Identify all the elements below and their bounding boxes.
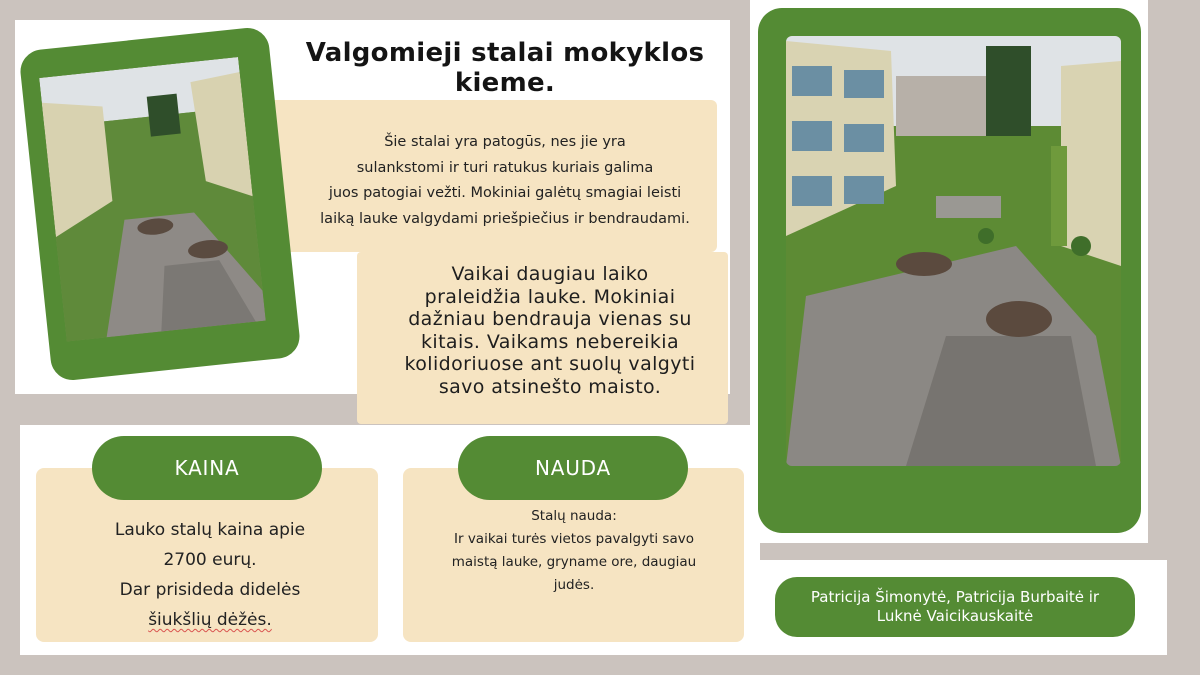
benefit-box-line: judės.: [553, 577, 595, 593]
right-photo-frame: [758, 8, 1141, 533]
price-text: [60, 515, 360, 635]
benefit-text: [370, 263, 730, 398]
courtyard-photo-icon: [39, 57, 266, 341]
description-line: laiką lauke valgydami priešpiečius ir bendraudami.: [320, 210, 690, 227]
authors-line: Luknė Vaicikauskaitė: [876, 607, 1034, 625]
price-label: KAINA: [92, 436, 322, 500]
price-line: [60, 605, 360, 635]
benefit-box-text: [418, 505, 730, 597]
courtyard-photo-icon: [786, 36, 1121, 466]
benefit-box-line: maistą lauke, gryname ore, daugiau: [451, 554, 697, 570]
benefit-box-line: Stalų nauda:: [531, 508, 617, 524]
description-line: juos patogiai vežti. Mokiniai galėtų smagiai leisti: [328, 185, 682, 201]
price-line: Dar prisideda didelės: [119, 580, 301, 600]
description-text: [310, 130, 700, 232]
price-line: Lauko stalų kaina apie: [114, 520, 306, 540]
benefit-line: savo atsinešto maisto.: [438, 375, 662, 398]
price-line: 2700 eurų.: [163, 550, 257, 570]
benefit-line: Vaikai daugiau laiko: [451, 263, 649, 285]
authors-badge: [775, 577, 1135, 637]
benefit-line: praleidžia lauke. Mokiniai: [424, 285, 676, 308]
page-title: Valgomieji stalai mokyklos kieme.: [305, 38, 705, 98]
benefit-box-line: Ir vaikai turės vietos pavalgyti savo: [454, 531, 694, 547]
benefit-label: NAUDA: [458, 436, 688, 500]
benefit-line: dažniau bendrauja vienas su: [408, 308, 692, 330]
authors-line: Patricija Šimonytė, Patricija Burbaitė ir: [810, 588, 1100, 606]
left-photo-frame: [18, 26, 301, 382]
price-misspelled-word: šiukšlių dėžės.: [148, 610, 272, 630]
description-line: Šie stalai yra patogūs, nes jie yra: [384, 134, 626, 150]
benefit-line: kolidoriuose ant suolų valgyti: [404, 353, 696, 375]
left-courtyard-photo: [39, 57, 266, 341]
right-courtyard-photo: [786, 36, 1121, 466]
description-line: sulankstomi ir turi ratukus kuriais galima: [356, 159, 654, 176]
benefit-line: kitais. Vaikams nebereikia: [420, 330, 679, 353]
